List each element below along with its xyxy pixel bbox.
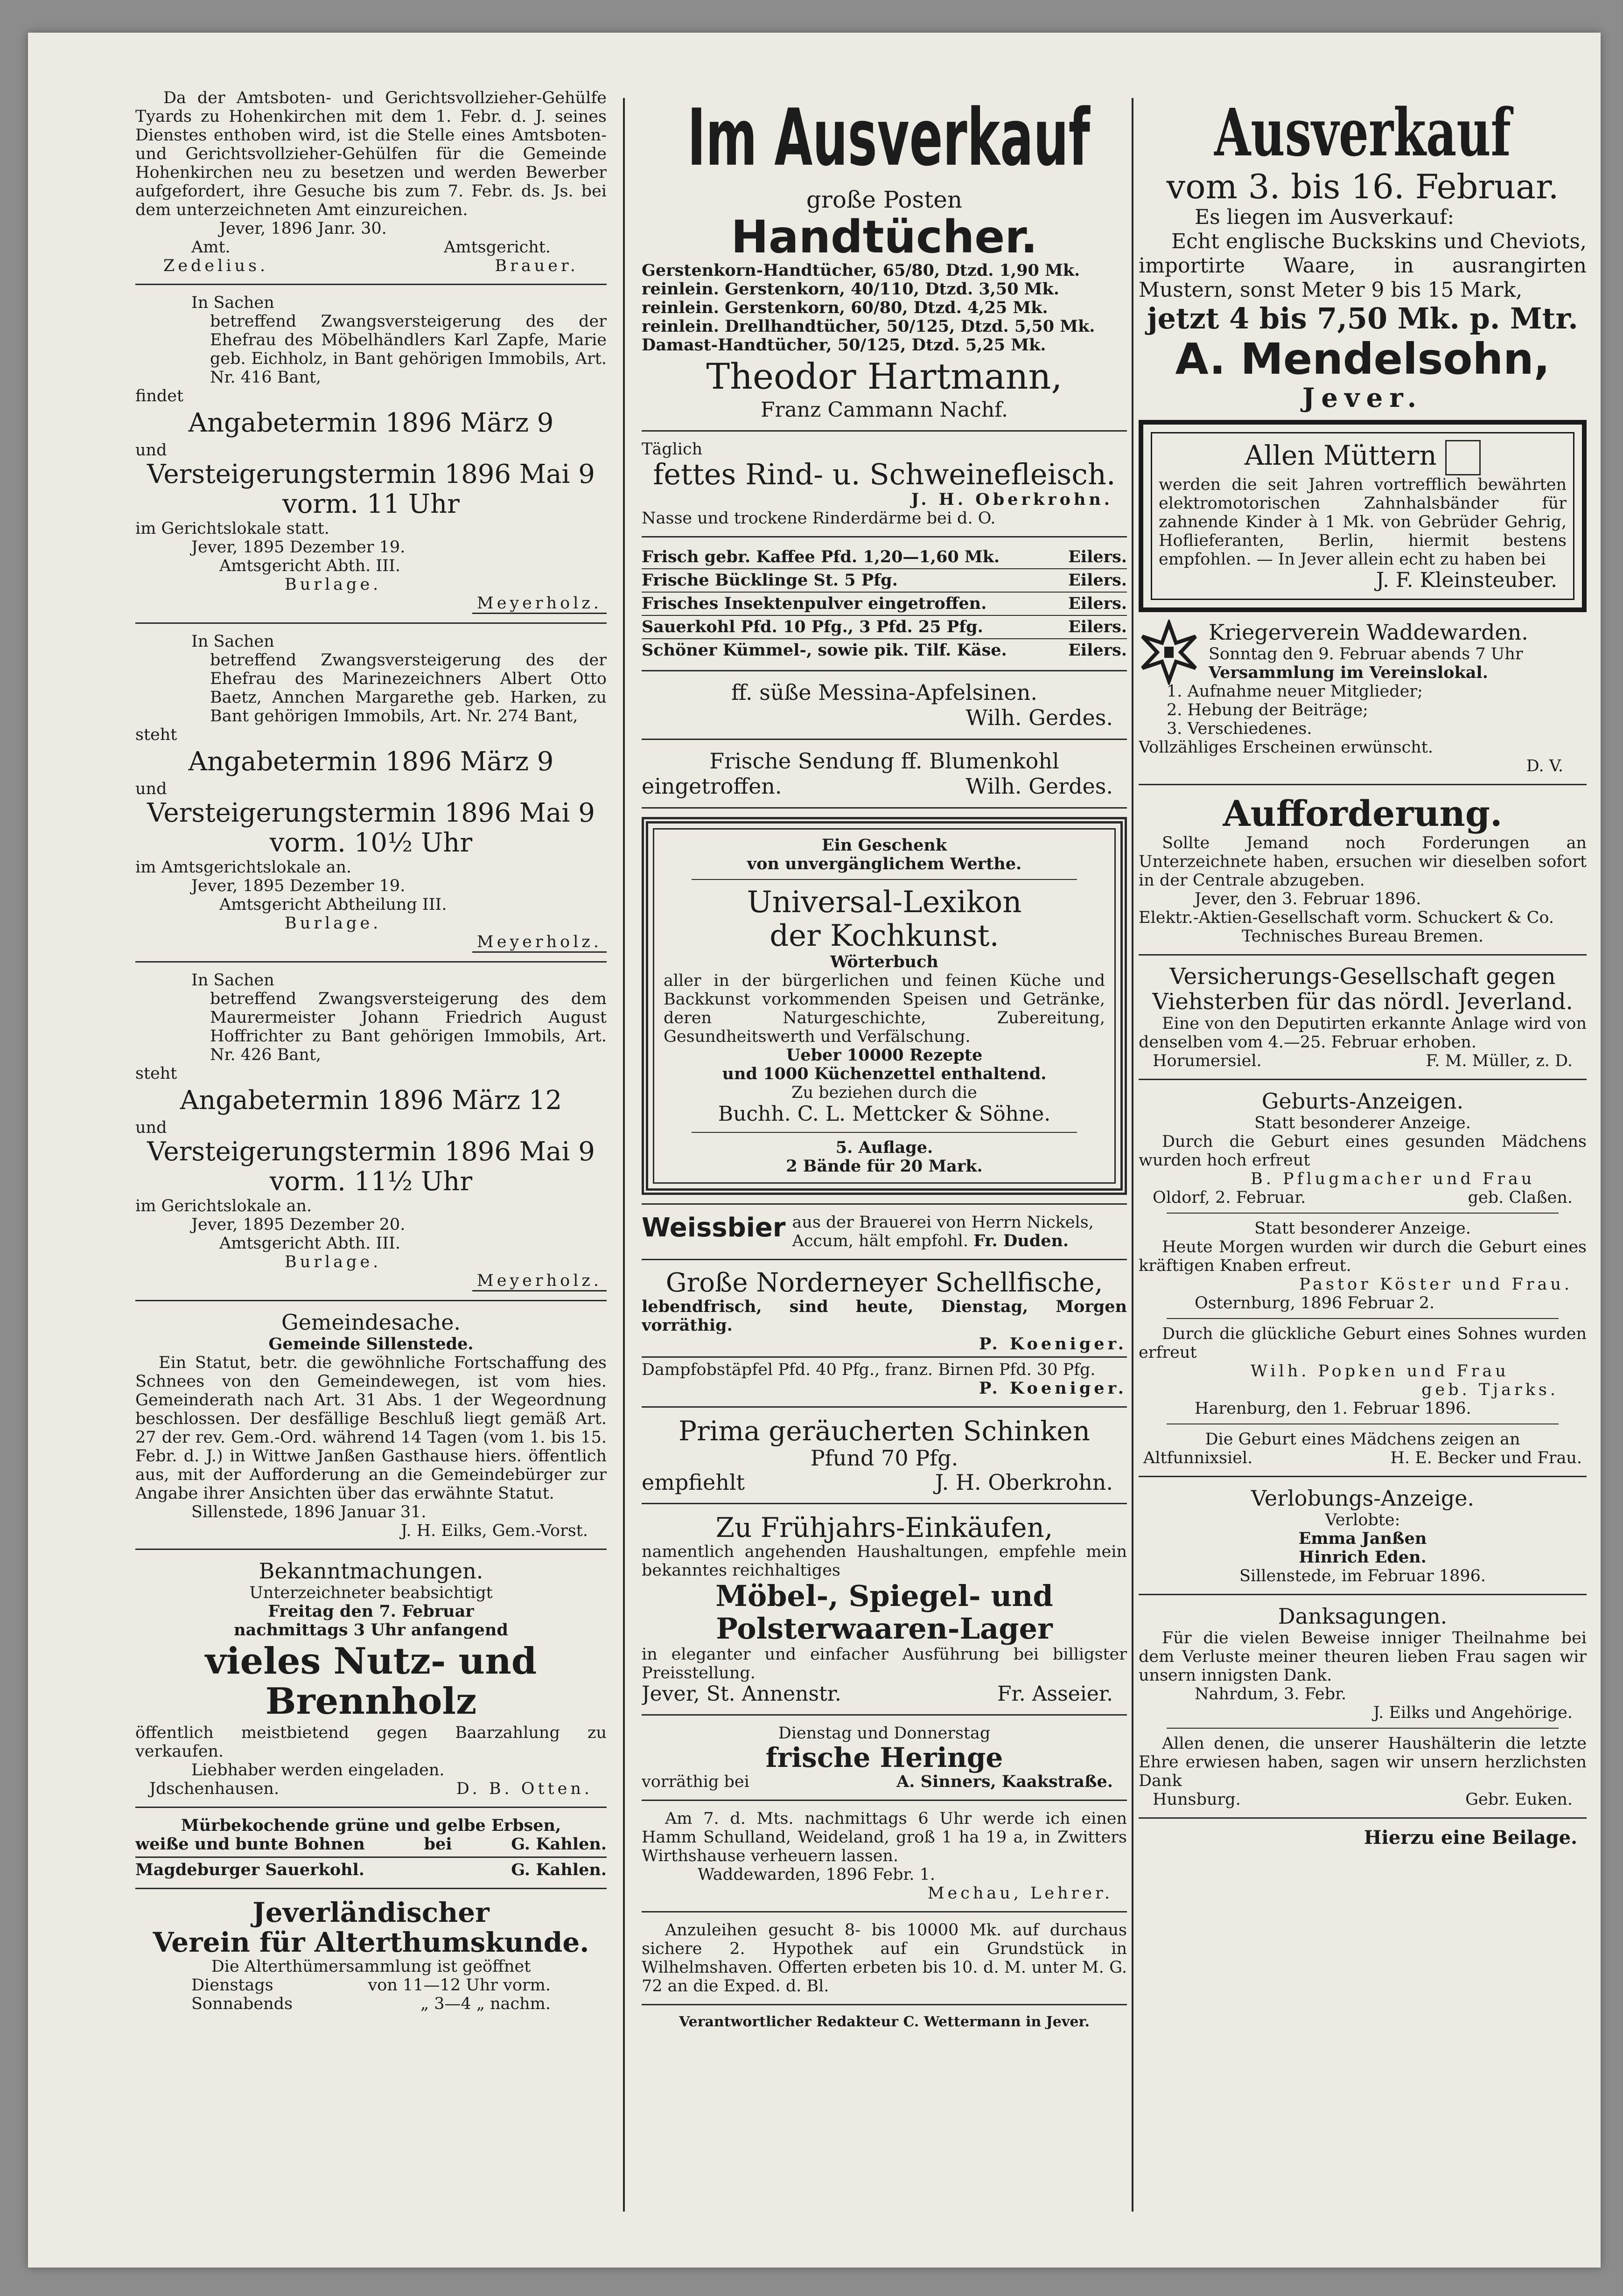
text-line: öffentlich meistbietend gegen Baarzahlung zu verkaufen.: [135, 1724, 607, 1761]
notice-date: Jever, 1896 Janr. 30.: [219, 219, 387, 238]
place: Altfunnixsiel.: [1143, 1449, 1253, 1467]
auction-place: im Gerichtslokale statt.: [135, 519, 329, 538]
signature: D. B. Otten.: [456, 1780, 593, 1798]
signature: F. M. Müller, z. D.: [1426, 1052, 1573, 1070]
section-title: Bekanntmachungen.: [259, 1558, 483, 1584]
mendelsohn-ad: [1139, 95, 1587, 413]
text-line: Es liegen im Ausverkauf:: [1195, 205, 1455, 229]
signature: H. E. Becker und Frau.: [1390, 1449, 1582, 1467]
section-subtitle: Gemeinde Sillenstede.: [268, 1334, 474, 1354]
signature: Mechau, Lehrer.: [927, 1884, 1113, 1903]
firm-sub: Franz Cammann Nachf.: [761, 398, 1008, 422]
text-block: Durch die glückliche Geburt eines Sohnes wurden erfreut: [1139, 1325, 1587, 1362]
auction-verb: steht: [135, 1064, 177, 1083]
signature: Elektr.-Aktien-Gesellschaft vorm. Schuckert & Co.: [1139, 908, 1554, 927]
divider: [642, 1203, 1127, 1205]
divider: [642, 1259, 1127, 1260]
signature: A. Sinners, Kaakstraße.: [896, 1772, 1113, 1791]
text-line: Verlobte:: [1325, 1511, 1400, 1529]
divider: [642, 1714, 1127, 1716]
ad-line: Frisch gebr. Kaffee Pfd. 1,20—1,60 Mk.: [642, 547, 1000, 566]
text-line: und 1000 Küchenzettel enthaltend.: [722, 1064, 1047, 1083]
bekanntmachung-notice: [135, 1558, 607, 1798]
place: Horumersiel.: [1153, 1052, 1262, 1070]
text-line: Unterzeichneter beabsichtigt: [249, 1584, 493, 1602]
auction-judge: Burlage.: [285, 575, 382, 594]
auction-notice-1: [135, 293, 607, 614]
text-block: Eine von den Deputirten erkannte Anlage wird von denselben vom 4.—25. Februar erhoben.: [1139, 1014, 1587, 1052]
text-line: Statt besonderer Anzeige.: [1254, 1219, 1471, 1238]
signature: Wilh. Gerdes.: [965, 774, 1113, 799]
auction-clerk: Meyerholz.: [472, 933, 607, 953]
auction-verb: findet: [135, 387, 184, 405]
text-line: Magdeburger Sauerkohl.: [135, 1860, 364, 1879]
seal-icon: [1445, 440, 1481, 475]
auction-clerk: Meyerholz.: [472, 594, 607, 614]
text-line: aus der Brauerei von Herrn Nickels, Accum, hält empfohl.: [792, 1213, 1094, 1250]
auction-notice-3: [135, 971, 607, 1291]
text-line: Statt besonderer Anzeige.: [1254, 1114, 1471, 1132]
auction-term-2: Versteigerungstermin 1896 Mai 9: [147, 1137, 595, 1167]
price-line: Damast-Handtücher, 50/125, Dtzd. 5,25 Mk.: [642, 335, 1046, 355]
erbsen-ad: [135, 1816, 607, 1879]
ad-line: Schöner Kümmel-, sowie pik. Tilf. Käse.: [642, 641, 1007, 660]
headline: Prima geräucherten Schinken: [678, 1415, 1091, 1447]
signature: Fr. Asseier.: [997, 1682, 1113, 1706]
auction-intro: In Sachen: [191, 632, 274, 651]
place: Jever, St. Annenstr.: [642, 1682, 841, 1706]
signature: Pastor Köster und Frau.: [1299, 1275, 1573, 1294]
label-amtsgericht: Amtsgericht.: [444, 238, 551, 257]
signature: Technisches Bureau Bremen.: [1241, 927, 1484, 946]
section-title: Gemeindesache.: [281, 1310, 461, 1335]
divider: [1139, 1594, 1587, 1595]
text-block: Allen denen, die unserer Haushälterin die letzte Ehre erwiesen haben, sagen wir unsern herzlichsten Dank: [1139, 1734, 1587, 1790]
divider: [1139, 1817, 1587, 1819]
text-line: Dampfobstäpfel Pfd. 40 Pfg., franz. Birnen Pfd. 30 Pfg.: [642, 1361, 1096, 1379]
muettern-ad: [1139, 420, 1587, 612]
anleihe-ad: [642, 1921, 1127, 1996]
signature: G. Kahlen.: [511, 1860, 607, 1879]
divider: [1139, 784, 1587, 785]
date: Waddewarden, 1896 Febr. 1.: [698, 1865, 936, 1884]
divider: [642, 670, 1127, 671]
weissbier-ad: [642, 1213, 1127, 1250]
divider: [135, 622, 607, 624]
place-date: Harenburg, den 1. Februar 1896.: [1195, 1399, 1471, 1418]
price: 2 Bände für 20 Mark.: [786, 1157, 983, 1176]
gemeindesache-notice: [135, 1310, 607, 1540]
auction-term-1: Angabetermin 1896 März 12: [180, 1085, 562, 1116]
signature: P. Koeniger.: [979, 1334, 1127, 1354]
text-line: „ 3—4 „ nachm.: [420, 1995, 551, 2013]
auction-judge: Burlage.: [285, 914, 382, 933]
divider: [642, 1406, 1127, 1408]
schulland-ad: [642, 1809, 1127, 1903]
section-title: Verlobungs-Anzeige.: [1251, 1486, 1475, 1511]
headline: Verein für Alterthumskunde.: [153, 1926, 589, 1958]
text-line: Sonnabends: [191, 1995, 293, 2013]
auction-body: betreffend Zwangsversteigerung des der Ehefrau des Marinezeichners Albert Otto Baetz, Annchen Margarethe geb. Harken, zu Bant gehörigen Immobils, Art. Nr. 274 Bant,: [210, 651, 607, 726]
signature: J. H. Oberkrohn.: [935, 1470, 1113, 1495]
iron-cross-icon: [1139, 620, 1199, 685]
kriegerverein-ad: [1139, 620, 1587, 775]
divider: [135, 1807, 607, 1808]
auction-time: vorm. 10½ Uhr: [269, 828, 473, 858]
place: Hunsburg.: [1153, 1790, 1241, 1809]
signature: D. V.: [1526, 757, 1563, 775]
auction-term-1: Angabetermin 1896 März 9: [188, 747, 554, 777]
price-line: reinlein. Drellhandtücher, 50/125, Dtzd. 5,50 Mk.: [642, 317, 1095, 336]
text-line: Die Alterthümersammlung ist geöffnet: [211, 1957, 531, 1976]
editor-footer: Verantwortlicher Redakteur C. Wettermann in Jever.: [679, 2014, 1090, 2030]
section-text: Ein Statut, betr. die gewöhnliche Fortschaffung des Schnees von den Gemeindewegen, ist vom hies. Gemeinderath nach Art. 31 Abs. 1 der Wegeordnung beschlossen. Der desfällige Beschluß liegt gemäß Art. 27 der rev. Gem.-Ord. während 14 Tagen (vom 1. bis 15. Febr. d. J.) in Wittwe Janßen Gasthause hiers. öffentlich aus, mit der Aufforderung an die Gemeindebürger zur Angabe ihrer Ansichten über das erwähnte Statut.: [135, 1354, 607, 1503]
divider: [642, 1911, 1127, 1912]
signature: B. Pflugmacher und Frau: [1251, 1170, 1535, 1188]
divider: [135, 1549, 607, 1550]
text-line: Ein Geschenk: [821, 836, 947, 855]
divider: [1139, 1079, 1587, 1080]
supplement-note: Hierzu eine Beilage.: [1364, 1827, 1577, 1849]
text-line: empfiehlt: [642, 1470, 745, 1495]
place-date: Nahrdum, 3. Febr.: [1195, 1685, 1347, 1703]
divider: [135, 1888, 607, 1889]
signature: Eilers.: [1068, 641, 1127, 660]
auction-date: Jever, 1895 Dezember 20.: [191, 1215, 406, 1234]
text-line: 5. Auflage.: [835, 1138, 933, 1157]
auction-body: betreffend Zwangsversteigerung des der Ehefrau des Möbelhändlers Karl Zapfe, Marie geb. Eichholz, in Bant gehörigen Immobils, Art. Nr. 416 Bant,: [210, 312, 607, 387]
auction-und: und: [135, 1118, 167, 1137]
headline: Ausverkauf: [1214, 95, 1511, 171]
text-block: aller in der bürgerlichen und feinen Küche und Backkunst vorkommenden Speisen und Getränke, deren Naturgeschichte, Zubereitung, Gesundheitswerth und Verfälschung.: [664, 971, 1105, 1046]
signature: Eilers.: [1068, 617, 1127, 636]
text-line: bei: [424, 1835, 452, 1854]
divider: [642, 536, 1127, 537]
divider: [135, 961, 607, 963]
divider: [642, 739, 1127, 740]
headline: vieles Nutz- und Brennholz: [205, 1640, 537, 1723]
headline: ff. süße Messina-Apfelsinen.: [731, 680, 1037, 705]
schellfisch-ad: [642, 1269, 1127, 1398]
price-line: reinlein. Gerstenkorn, 40/110, Dtzd. 3,50 Mk.: [642, 279, 1059, 299]
headline: Viehsterben für das nördl. Jeverland.: [1152, 989, 1573, 1015]
headline: Allen Müttern: [1244, 440, 1437, 472]
divider: [135, 284, 607, 285]
auction-date: Jever, 1895 Dezember 19.: [191, 877, 406, 895]
price-line: Gerstenkorn-Handtücher, 65/80, Dtzd. 1,90 Mk.: [642, 261, 1080, 280]
text-block: Durch die Geburt eines gesunden Mädchens wurden hoch erfreut: [1139, 1132, 1587, 1170]
place: Jdschenhausen.: [149, 1780, 280, 1798]
date: Jever, den 3. Februar 1896.: [1195, 890, 1421, 908]
divider: [642, 1800, 1127, 1801]
auction-court: Amtsgericht Abth. III.: [219, 1234, 401, 1253]
subheadline: große Posten: [806, 186, 963, 213]
text-line: in eleganter und einfacher Ausführung bei billigster Preisstellung.: [642, 1645, 1127, 1682]
auction-notice-2: [135, 632, 607, 953]
section-signature: J. H. Eilks, Gem.-Vorst.: [401, 1521, 588, 1540]
auction-judge: Burlage.: [285, 1253, 382, 1271]
column-divider-left: [623, 98, 625, 2212]
text-line: Wörterbuch: [830, 952, 938, 971]
name: Hinrich Eden.: [1299, 1548, 1427, 1567]
headline: Versicherungs-Gesellschaft gegen: [1169, 963, 1556, 990]
text-line: vorräthig bei: [642, 1773, 749, 1791]
messina-ad: [642, 680, 1127, 730]
auction-time: vorm. 11 Uhr: [282, 489, 460, 519]
text-line: weiße und bunte Bohnen: [135, 1835, 365, 1854]
label-amt: Amt.: [191, 238, 231, 257]
headline: Weissbier: [642, 1213, 786, 1243]
signature: J. H. Oberkrohn.: [911, 490, 1113, 509]
headline: Im Ausverkauf: [687, 92, 1090, 183]
headline: frische Heringe: [765, 1742, 1003, 1773]
blumenkohl-ad: [642, 748, 1127, 799]
auction-term-1: Angabetermin 1896 März 9: [188, 408, 554, 438]
auction-und: und: [135, 441, 167, 460]
moebel-ad: [642, 1513, 1127, 1706]
text-line: Sonntag den 9. Februar abends 7 Uhr: [1209, 645, 1523, 663]
verein-ad: [135, 1898, 607, 2013]
auction-clerk: Meyerholz.: [472, 1271, 607, 1291]
auction-court: Amtsgericht Abth. III.: [219, 557, 401, 575]
name: Emma Janßen: [1298, 1529, 1427, 1548]
signature: Eilers.: [1068, 594, 1127, 613]
column-1: [135, 89, 607, 2240]
ad-line: Frisches Insektenpulver eingetroffen.: [642, 594, 987, 613]
signature: J. Eilks und Angehörige.: [1373, 1703, 1573, 1722]
headline: Kriegerverein Waddewarden.: [1209, 620, 1528, 645]
geburts-anzeigen: [1139, 1089, 1587, 1467]
signature: Fr. Duden.: [973, 1231, 1069, 1250]
eilers-ads: [642, 546, 1127, 662]
text-line: Mürbekochende grüne und gelbe Erbsen,: [181, 1816, 561, 1835]
text-line: Täglich: [642, 440, 703, 459]
list-item: 2. Hebung der Beiträge;: [1167, 701, 1368, 719]
text-block: werden die seit Jahren vortrefflich bewährten elektromotorischen Zahnhalsbänder für zahnende Kinder à 1 Mk. von Gebrüder Gehrig, Hoflieferanten, Berlin, hiermit bestens empfohlen. — In Jever allein echt zu haben bei: [1159, 475, 1567, 569]
signature: Eilers.: [1068, 571, 1127, 590]
column-2: [642, 89, 1127, 2240]
notice-text: Da der Amtsboten- und Gerichtsvollzieher-Gehülfe Tyards zu Hohenkirchen mit dem 1. Febr. d. J. seines Dienstes enthoben wird, ist die Stelle eines Amtsboten- und Gerichtsvollzieher-Gehülfen für die Gemeinde Hohenkirchen neu zu besetzen und werden Bewerber aufgefordert, ihre Gesuche bis zum 7. Febr. ds. Js. bei dem unterzeichneten Amt einzureichen.: [135, 89, 607, 219]
place-date: Oldorf, 2. Februar.: [1153, 1188, 1306, 1207]
text-line: namentlich angehenden Haushaltungen, empfehle mein bekanntes reichhaltiges: [642, 1542, 1127, 1580]
auction-time: vorm. 11½ Uhr: [269, 1166, 473, 1197]
divider: [642, 1503, 1127, 1504]
text-line: Versammlung im Vereinslokal.: [1209, 663, 1488, 682]
auction-und: und: [135, 780, 167, 798]
headline: Aufforderung.: [1223, 793, 1503, 834]
text-block: Heute Morgen wurden wir durch die Geburt eines kräftigen Knaben erfreut.: [1139, 1238, 1587, 1275]
auction-verb: steht: [135, 726, 177, 744]
hartmann-ad: [642, 92, 1127, 422]
signature: Wilh. Gerdes.: [965, 705, 1113, 730]
signature: geb. Claßen.: [1468, 1188, 1573, 1207]
product-title: Handtücher.: [731, 211, 1038, 263]
column-3: [1139, 89, 1587, 2240]
subheadline: vom 3. bis 16. Februar.: [1166, 167, 1559, 206]
auction-term-2: Versteigerungstermin 1896 Mai 9: [147, 459, 595, 489]
text-line: Vollzähliges Erscheinen erwünscht.: [1139, 738, 1433, 757]
signature: geb. Tjarks.: [1421, 1381, 1559, 1399]
text-line: lebendfrisch, sind heute, Dienstag, Morgen vorräthig.: [642, 1297, 1127, 1335]
town: Jever.: [1302, 383, 1423, 413]
place-date: Osternburg, 1896 Februar 2.: [1195, 1294, 1435, 1312]
sign-zedelius: Zedelius.: [163, 257, 269, 275]
text-line: Zu beziehen durch die: [791, 1083, 977, 1102]
text-line: Dienstag und Donnerstag: [778, 1724, 991, 1743]
signature: J. F. Kleinsteuber.: [1376, 568, 1557, 592]
auction-term-2: Versteigerungstermin 1896 Mai 9: [147, 798, 595, 828]
shop-name: Buchh. C. L. Mettcker & Söhne.: [718, 1102, 1051, 1126]
headline: Zu Frühjahrs-Einkäufen,: [715, 1512, 1053, 1543]
divider: [642, 2004, 1127, 2005]
text-block: Echt englische Buckskins und Cheviots, importirte Waare, in ausrangirten Mustern, sonst Meter 9 bis 15 Mark,: [1139, 230, 1587, 302]
headline: Frische Sendung ff. Blumenkohl: [709, 748, 1059, 774]
list-item: 3. Verschiedenes.: [1167, 719, 1312, 738]
firm-name: Theodor Hartmann,: [706, 356, 1063, 397]
divider: [642, 807, 1127, 809]
section-title: Danksagungen.: [1278, 1604, 1448, 1629]
signature: G. Kahlen.: [511, 1835, 607, 1854]
ad-line: Sauerkohl Pfd. 10 Pfg., 3 Pfd. 25 Pfg.: [642, 617, 983, 636]
signature: Gebr. Euken.: [1465, 1790, 1573, 1809]
headline: fettes Rind- u. Schweinefleisch.: [653, 457, 1116, 491]
ad-line: Frische Bücklinge St. 5 Pfg.: [642, 571, 898, 590]
versicherung-ad: [1139, 964, 1587, 1070]
text-line: Die Geburt eines Mädchens zeigen an: [1205, 1430, 1520, 1449]
price-list: [642, 261, 1127, 355]
auction-place: im Gerichtslokale an.: [135, 1197, 312, 1215]
auction-intro: In Sachen: [191, 293, 274, 312]
text-line: Dienstags: [191, 1976, 273, 1995]
lexikon-ad: [642, 817, 1127, 1195]
list-item: 1. Aufnahme neuer Mitglieder;: [1167, 682, 1423, 701]
price: jetzt 4 bis 7,50 Mk. p. Mtr.: [1147, 301, 1578, 335]
fleisch-ad: [642, 440, 1127, 528]
divider: [135, 1300, 607, 1301]
signature: Eilers.: [1068, 547, 1127, 566]
column-divider-right: [1132, 98, 1133, 2212]
price: Pfund 70 Pfg.: [810, 1445, 958, 1471]
signature: Wilh. Popken und Frau: [1251, 1362, 1509, 1381]
text-line: von unvergänglichem Werthe.: [747, 854, 1022, 873]
text-line: Nasse und trockene Rinderdärme bei d. O.: [642, 509, 996, 528]
auction-court: Amtsgericht Abtheilung III.: [219, 895, 447, 914]
notice-amtsbote: [135, 89, 607, 275]
text-line: Freitag den 7. Februar: [268, 1602, 474, 1621]
text-block: Sollte Jemand noch Forderungen an Unterzeichnete haben, ersuchen wir dieselben sofort in der Centrale abzugeben.: [1139, 834, 1587, 890]
text-block: Am 7. d. Mts. nachmittags 6 Uhr werde ich einen Hamm Schulland, Weideland, groß 1 ha 19 a, in Zwitters Wirthshause verheuern lassen.: [642, 1809, 1127, 1865]
heringe-ad: [642, 1724, 1127, 1791]
text-block: Für die vielen Beweise inniger Theilnahme bei dem Verluste meiner theuren lieben Frau sagen wir unsern innigsten Dank.: [1139, 1629, 1587, 1685]
headline: Große Norderneyer Schellfische,: [665, 1268, 1103, 1298]
place-date: Sillenstede, im Februar 1896.: [1239, 1567, 1486, 1585]
sign-brauer: Brauer.: [495, 257, 579, 275]
section-title: Geburts-Anzeigen.: [1261, 1089, 1464, 1114]
newspaper-page: [28, 33, 1601, 2268]
signature: P. Koeniger.: [979, 1379, 1127, 1398]
headline: der Kochkunst.: [770, 919, 999, 953]
text-line: Liebhaber werden eingeladen.: [191, 1761, 445, 1780]
firm-name: A. Mendelsohn,: [1175, 334, 1550, 384]
headline: Jeverländischer: [252, 1897, 490, 1928]
divider: [642, 430, 1127, 432]
headline: Universal-Lexikon: [747, 885, 1022, 920]
auction-date: Jever, 1895 Dezember 19.: [191, 538, 406, 557]
text-line: Ueber 10000 Rezepte: [786, 1046, 983, 1065]
text-line: eingetroffen.: [642, 774, 782, 799]
section-date: Sillenstede, 1896 Januar 31.: [191, 1503, 427, 1521]
auction-body: betreffend Zwangsversteigerung des dem Maurermeister Johann Friedrich August Hoffrichter zu Bant gehörigen Immobils, Art. Nr. 426 Bant,: [210, 990, 607, 1064]
verlobungs-anzeige: [1139, 1486, 1587, 1585]
schinken-ad: [642, 1416, 1127, 1494]
auction-intro: In Sachen: [191, 971, 274, 990]
divider: [1139, 954, 1587, 956]
text-line: von 11—12 Uhr vorm.: [368, 1976, 551, 1995]
headline: Möbel-, Spiegel- und Polsterwaaren-Lager: [715, 1579, 1053, 1646]
auction-place: im Amtsgerichtslokale an.: [135, 858, 352, 877]
danksagungen: [1139, 1604, 1587, 1809]
text-line: nachmittags 3 Uhr anfangend: [234, 1620, 508, 1640]
price-line: reinlein. Gerstenkorn, 60/80, Dtzd. 4,25 Mk.: [642, 298, 1048, 317]
aufforderung-ad: [1139, 794, 1587, 946]
divider: [1139, 1476, 1587, 1477]
text-block: Anzuleihen gesucht 8- bis 10000 Mk. auf durchaus sichere 2. Hypothek auf ein Grundstück in Wilhelmshaven. Offerten erbeten bis 10. d. M. unter M. G. 72 an die Exped. d. Bl.: [642, 1921, 1127, 1996]
